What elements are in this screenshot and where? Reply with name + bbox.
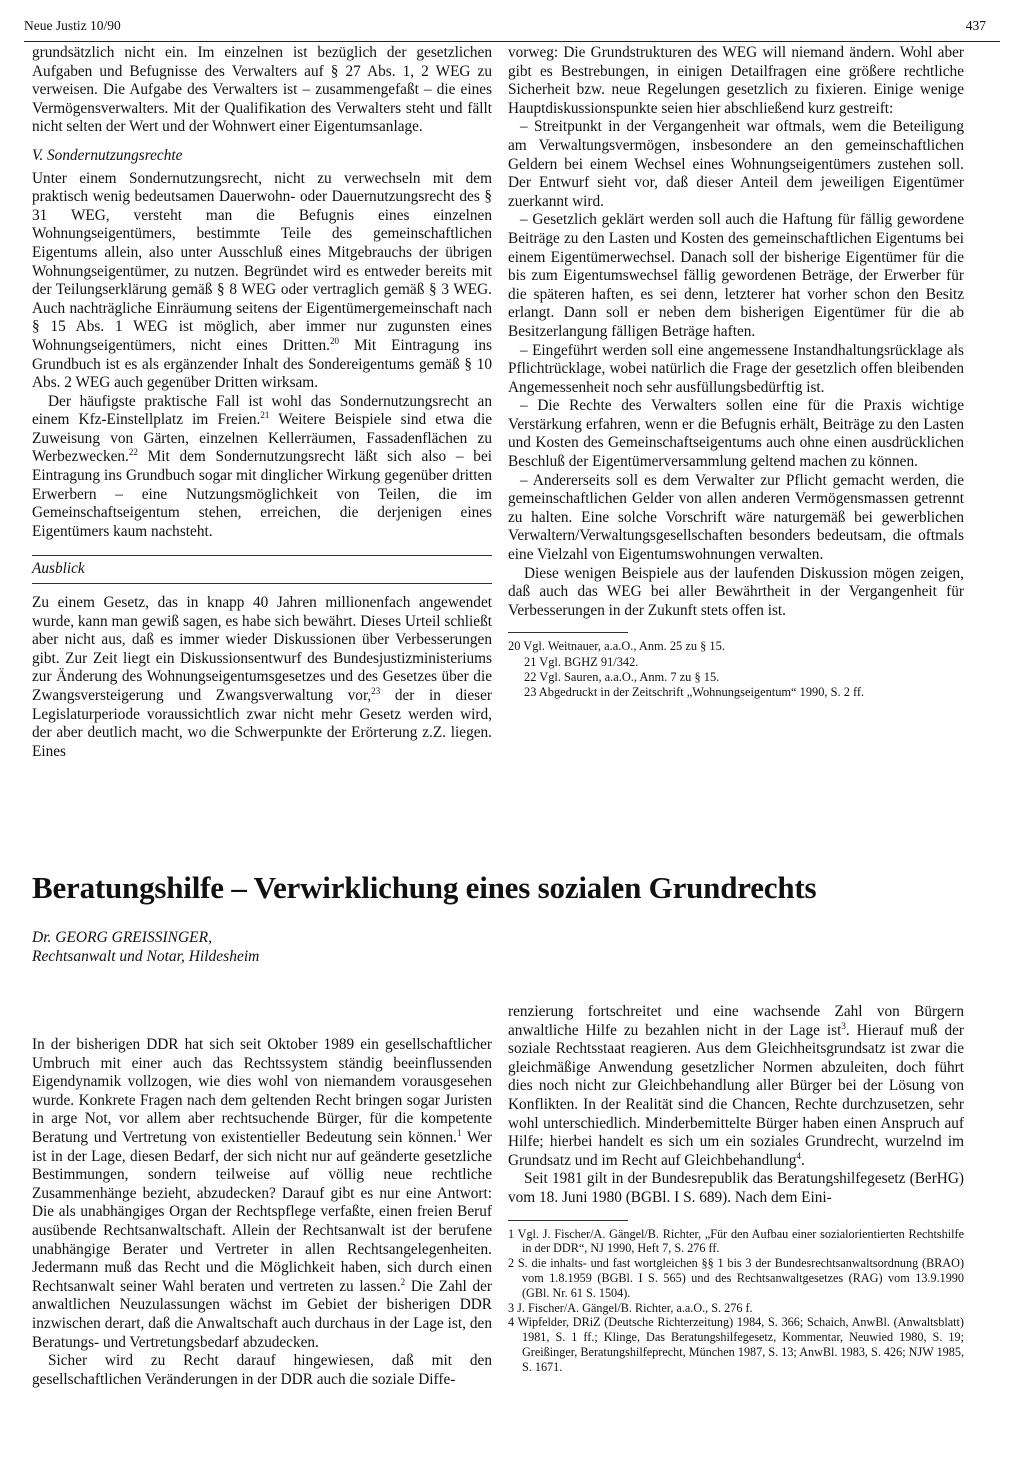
- footnote: 2 S. die inhalts- und fast wortgleichen §§ 1 bis 3 der Bundesrechtsanwaltsordnung (BRAO) vom 1.8.1959 (BGBl. I S. 565) und des Rechtsanwaltgesetzes (RAG) vom 13.9.1990 (GBl. Nr. 61 S. 1504).: [508, 1256, 964, 1300]
- article-title: Beratungshilfe – Verwirklichung eines sozialen Grundrechts: [32, 870, 817, 905]
- footnote-ref[interactable]: 22: [128, 447, 138, 458]
- page-number: 437: [965, 18, 986, 33]
- article-footnotes: [508, 1227, 964, 1375]
- footnote: 20 Vgl. Weitnauer, a.a.O., Anm. 25 zu § 15.: [508, 639, 725, 654]
- footnote: 22 Vgl. Sauren, a.a.O., Anm. 7 zu § 15.: [524, 669, 720, 684]
- author-block: [32, 928, 259, 966]
- footnote-ref[interactable]: 4: [796, 1150, 801, 1161]
- footnotes: [508, 639, 964, 700]
- footnote: 23 Abgedruckt in der Zeitschrift „Wohnungseigentum“ 1990, S. 2 ff.: [524, 685, 865, 700]
- ausblick-heading: Ausblick: [32, 555, 492, 584]
- section-heading: V. Sondernutzungsrechte: [32, 146, 183, 164]
- left-column: [32, 44, 492, 761]
- footnote-rule: [508, 1220, 628, 1221]
- footnote: 21 Vgl. BGHZ 91/342.: [524, 654, 639, 669]
- article-paragraph-4: Seit 1981 gilt in der Bundesrepublik das Beratungshilfegesetz (BerHG) vom 18. Juni 1980 (BGBl. I S. 689). Nach dem Eini-: [508, 1170, 964, 1206]
- footnote-ref[interactable]: 20: [329, 335, 339, 346]
- journal-title: Neue Justiz 10/90: [24, 18, 121, 33]
- list-item: – Eingeführt werden soll eine angemessene Instandhaltungsrücklage als Pflichtrücklage, wobei natürlich die Frage der gesetzlich offen bleibenden Angemessenheit noch sehr ausfüllungsbedürftig ist.: [508, 341, 964, 396]
- list-item: – Gesetzlich geklärt werden soll auch die Haftung für fällig gewordene Beiträge zu den Lasten und Kosten des gemeinschaftlichen Eigentums bei einem Eigentümerwechsel. Danach soll der bisherige Eigentümer für die bis zum Eigentumswechsel fällig gewordenen Beträge, der Erwerber für die späteren haften, es sei denn, letzterer hat vorher schon den Besitz erlangt. Dann soll er neben dem bisherigen Eigentümer für die ab Besitzerlangung fälligen Beträge haften.: [508, 211, 964, 340]
- article-left-column: [32, 1036, 492, 1389]
- ausblick-paragraph: Zu einem Gesetz, das in knapp 40 Jahren millionenfach angewendet wurde, kann man gewiß sagen, es habe sich bewährt. Dieses Urteil schließt aber nicht aus, daß es immer wieder Diskussionen über Verbesserungen gibt. Zur Zeit liegt ein Diskussionsentwurf des Bundesjustizministeriums zur Änderung des Wohnungseigentumsgesetzes und des Gesetzes über die Zwangsversteigerung und Zwangsverwaltung vor,$^{23}$ der in dieser Legislaturperiode voraussichtlich zwar nicht mehr Gesetz werden wird, der aber deutlich macht, wo die Schwerpunkte der Erörterung z.Z. liegen. Eines: [32, 594, 492, 760]
- footnote-ref[interactable]: 1: [456, 1127, 462, 1138]
- sondernutzung-paragraph-1: Unter einem Sondernutzungsrecht, nicht zu verwechseln mit dem praktisch wenig bedeutsamen Dauerwohn- oder Dauernutzungsrecht des § 31 WEG, versteht man die Befugnis eines einzelnen Wohnungseigentümers, bestimmte Teile des gemeinschaftlichen Eigentums allein, also unter Ausschluß eines Mitgebrauchs der übrigen Wohnungseigentümer, zu nutzen. Begründet wird es entweder bereits mit der Teilungserklärung gemäß § 8 WEG oder vertraglich gemäß § 3 WEG. Auch nachträgliche Einräumung seitens der Eigentümergemeinschaft nach § 15 Abs. 1 WEG ist möglich, aber immer nur zugunsten eines Wohnungseigentümers, nicht eines Dritten.$^{20}$ Mit Eintragung ins Grundbuch ist es als ergänzender Inhalt des Sondereigentums gemäß § 10 Abs. 2 WEG auch gegenüber Dritten wirksam.: [32, 169, 492, 392]
- running-header: [24, 18, 1000, 40]
- list-item: – Andererseits soll es dem Verwalter zur Pflicht gemacht werden, die gemeinschaftlichen Gelder von allen anderen Vermögensmassen getrennt zu halten. Eine solche Vorschrift wäre naturgemäß bei gewerblichen Verwaltern/Verwaltungsgesellschaften besonders bedeutsam, die oftmals eine Vielzahl von Eigentumswohnungen verwalten.: [508, 471, 964, 564]
- footnote: 4 Wipfelder, DRiZ (Deutsche Richterzeitung) 1984, S. 366; Schaich, AnwBl. (Anwaltsblatt) 1981, S. 1 ff.; Klinge, Das Beratungshilfegesetz, Kommentar, Neuwied 1980, S. 19; Greißinger, Beratungshilfeprecht, München 1987, S. 13; AnwBl. 1983, S. 426; NJW 1985, S. 1671.: [508, 1315, 964, 1374]
- sondernutzung-paragraph-2: Der häufigste praktische Fall ist wohl das Sondernutzungsrecht an einem Kfz-Einstellplatz im Freien.$^{21}$ Weitere Beispiele sind etwa die Zuweisung von Gärten, einzelnen Kellerräumen, Fassadenflächen zu Werbezwecken.$^{22}$ Mit dem Sondernutzungsrecht läßt sich also – bei Eintragung ins Grundbuch sogar mit dinglicher Wirkung gegenüber dritten Erwerbern – eine Nutzungsmöglichkeit von Teilen, die im Gemeinschaftseigentum stehen, erreichen, die derjenigen eines Eigentümers kaum nachsteht.: [32, 392, 492, 540]
- intro-paragraph: grundsätzlich nicht ein. Im einzelnen ist bezüglich der gesetzlichen Aufgaben und Befugnisse des Verwalters auf § 27 Abs. 1, 2 WEG zu verweisen. Die Aufgabe des Verwalters ist – zusammengefaßt – die eines Vermögensverwalters. Mit der Qualifikation des Verwalters steht und fällt nicht selten der Wert und der Wohnwert einer Eigentumsanlage.: [32, 44, 492, 136]
- footnote: 3 J. Fischer/A. Gängel/B. Richter, a.a.O., S. 276 f.: [508, 1300, 753, 1315]
- footnote-ref[interactable]: 23: [371, 685, 381, 696]
- closing-paragraph: Diese wenigen Beispiele aus der laufenden Diskussion mögen zeigen, daß auch das WEG bei aller Bewährtheit in der Vergangenheit für Verbesserungen in der Zukunft stets offen ist.: [508, 564, 964, 619]
- right-paragraph-1: vorweg: Die Grundstrukturen des WEG will niemand ändern. Wohl aber gibt es Bestrebungen, in einigen Detailfragen eine größere rechtliche Sicherheit bzw. neue Regelungen gesetzlich zu fixieren. Einige wenige Hauptdiskussionspunkte seien hier abschließend kurz gestreift:: [508, 44, 964, 117]
- footnote-ref[interactable]: 3: [841, 1020, 846, 1031]
- list-item: – Streitpunkt in der Vergangenheit war oftmals, wem die Beteiligung am Verwaltungsvermögen, insbesondere an den gemeinschaftlichen Geldern bei einem Wechsel eines Wohnungseigentümers zustehen soll. Der Entwurf sieht vor, daß dieser Anteil dem jeweiligen Eigentümer zuerkannt wird.: [508, 118, 964, 210]
- article-right-column: [508, 1003, 964, 1375]
- footnote-ref[interactable]: 2: [400, 1276, 406, 1287]
- footnote-ref[interactable]: 21: [260, 410, 270, 421]
- author-name: Dr. GEORG GREISSINGER,: [32, 929, 212, 946]
- list-item: – Die Rechte des Verwalters sollen eine für die Praxis wichtige Verstärkung erfahren, wenn er die Befugnis erhält, Beiträge zu den Lasten und Kosten des Gemeinschaftseigentums auch ohne einen ausdrücklichen Beschluß der Eigentümerversammlung geltend machen zu können.: [508, 397, 964, 471]
- article-paragraph-3: renzierung fortschreitet und eine wachsende Zahl von Bürgern anwaltliche Hilfe zu bezahlen nicht in der Lage ist$^3$. Hierauf muß der soziale Rechtsstaat reagieren. Aus dem Gleichheitsgrundsatz ist zwar die gleichmäßige Anwendung gesetzlicher Normen abzuleiten, doch führt dies noch nicht zur Gleichbehandlung aller Bürger bei der Lösung von Konflikten. In der Realität sind die Chancen, Rechte durchzusetzen, sehr wohl unterschiedlich. Minderbemittelte Bürger haben einen Anspruch auf Hilfe; hierbei handelt es sich um ein soziales Grundrecht, wurzelnd im Grundsatz und im Recht auf Gleichbehandlung$^4$.: [508, 1003, 964, 1169]
- footnote: 1 Vgl. J. Fischer/A. Gängel/B. Richter, „Für den Aufbau einer sozialorientierten Rechtshilfe in der DDR“, NJ 1990, Heft 7, S. 276 ff.: [508, 1226, 964, 1256]
- header-rule: [24, 41, 1000, 42]
- article-paragraph-2: Sicher wird zu Recht darauf hingewiesen, daß mit den gesellschaftlichen Veränderungen in der DDR auch die soziale Diffe-: [32, 1352, 492, 1388]
- right-column: [508, 44, 964, 700]
- article-paragraph-1: In der bisherigen DDR hat sich seit Oktober 1989 ein gesellschaftlicher Umbruch mit einer auch das Rechtssystem ständig beeinflussenden Eigendynamik vollzogen, wie dies wohl von niemandem vorausgesehen wurde. Konkrete Fragen nach dem geltenden Recht bringen sogar Juristen in arge Not, vor allem aber rechtsuchende Bürger, für die kompetente Beratung und Vertretung von existentieller Bedeutung sein können.$^1$ Wer ist in der Lage, diesen Bedarf, der sich nicht nur auf geänderte gesetzliche Bestimmungen, sondern teilweise auf völlig neue rechtliche Zusammenhänge bezieht, abzudecken? Darauf gibt es nur eine Antwort: Die als unabhängiges Organ der Rechtspflege verfaßte, einen freien Beruf ausübende Rechtsanwaltschaft. Allein der Rechtsanwalt ist der berufene unabhängige Berater und Vertreter in allen Rechtsangelegenheiten. Jedermann muß das Recht und die Möglichkeit haben, sich durch einen Rechtsanwalt seiner Wahl beraten und vertreten zu lassen.$^2$ Die Zahl der anwaltlichen Neuzulassungen wächst im Gebiet der bisherigen DDR inzwischen derart, daß die Anwaltschaft auch durchaus in der Lage ist, den Beratungs- und Vertretungsbedarf abzudecken.: [32, 1036, 493, 1351]
- footnote-rule: [508, 632, 628, 633]
- author-role: Rechtsanwalt und Notar, Hildesheim: [32, 948, 260, 965]
